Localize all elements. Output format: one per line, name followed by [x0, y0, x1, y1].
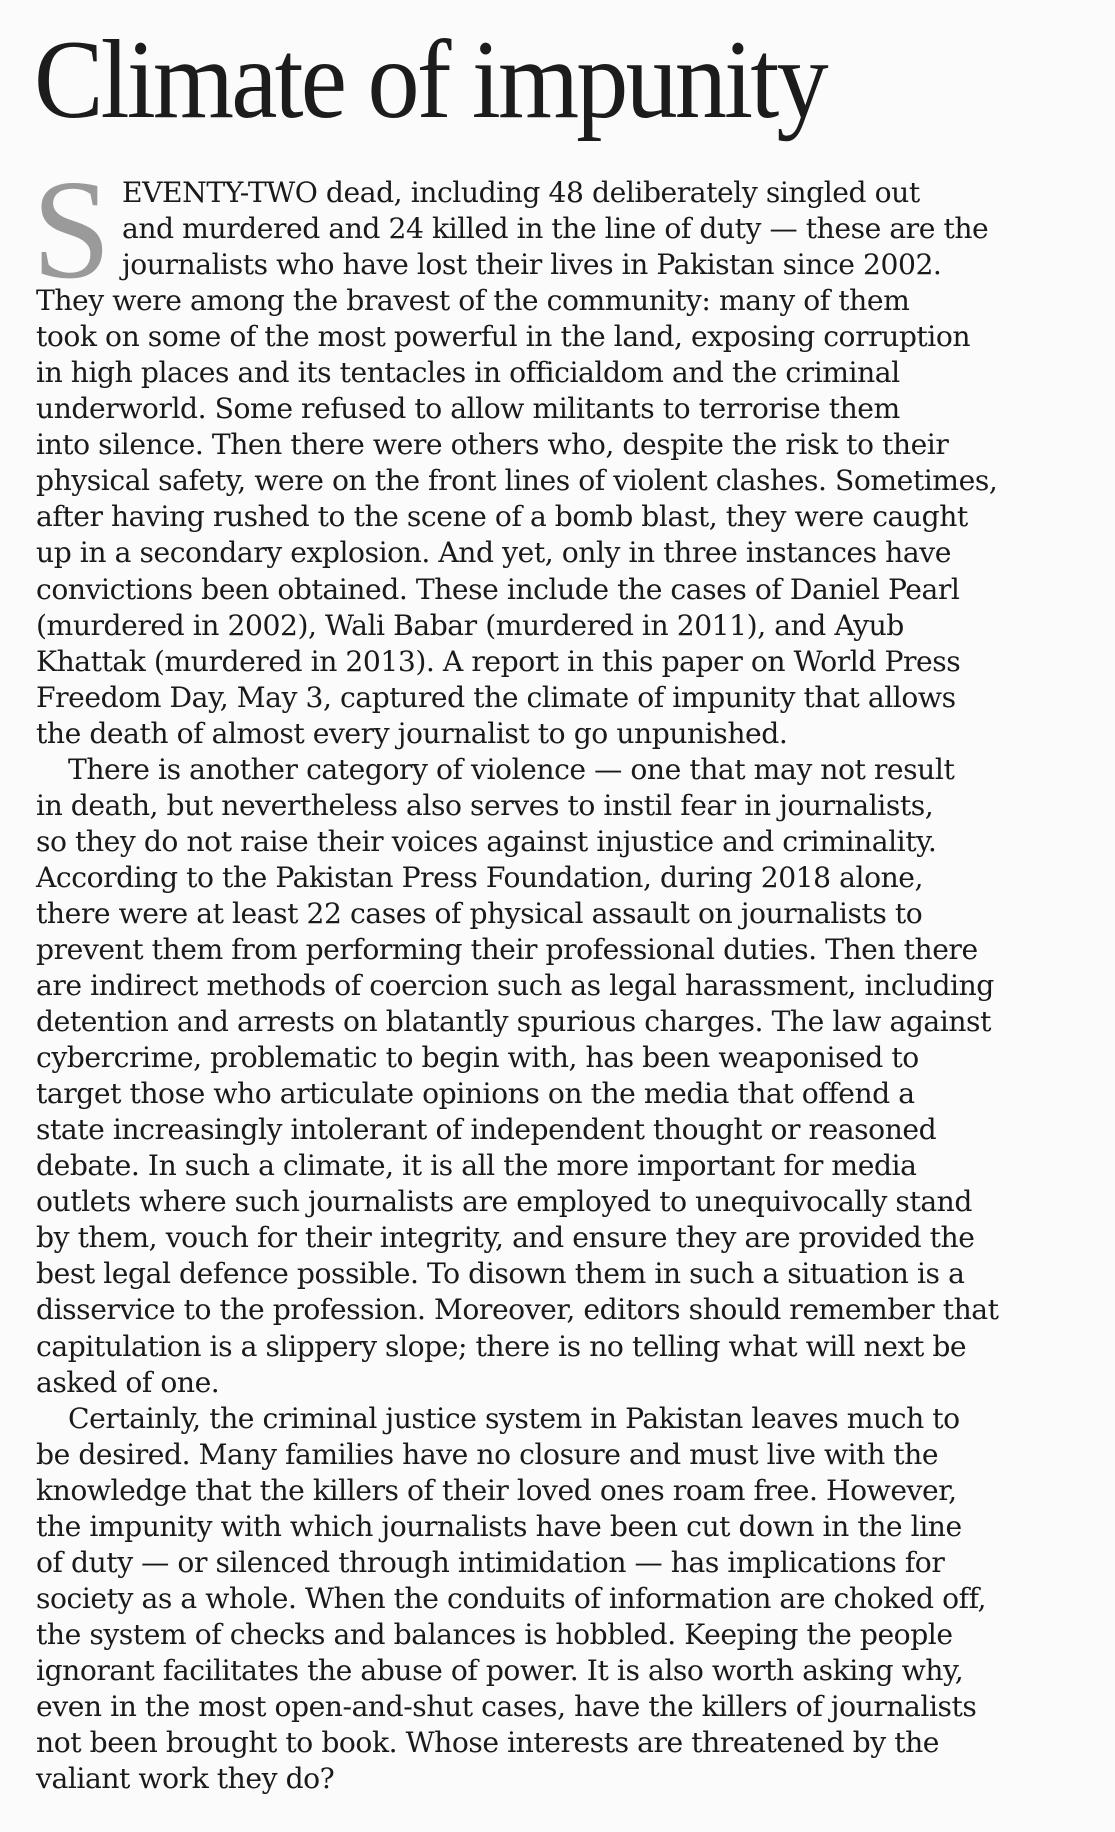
text-line: of duty — or silenced through intimidation — has implications for — [36, 1545, 945, 1579]
text-line: outlets where such journalists are employed to unequivocally stand — [36, 1185, 972, 1219]
text-line: detention and arrests on blatantly spurious charges. The law against — [36, 1005, 991, 1039]
text-line: in death, but nevertheless also serves to instil fear in journalists, — [36, 788, 934, 822]
paragraph-3 — [36, 1401, 1076, 1798]
paragraph-2 — [36, 752, 1076, 1401]
text-line: debate. In such a climate, it is all the more important for media — [36, 1149, 917, 1183]
text-line: capitulation is a slippery slope; there is no telling what will next be — [36, 1329, 967, 1363]
text-line: cybercrime, problematic to begin with, has been weaponised to — [36, 1041, 919, 1075]
text-line: disservice to the profession. Moreover, editors should remember that — [36, 1293, 999, 1327]
paragraph-1 — [36, 175, 1076, 752]
text-line: best legal defence possible. To disown them in such a situation is a — [36, 1257, 965, 1291]
text-line: state increasingly intolerant of independent thought or reasoned — [36, 1113, 937, 1147]
text-line: and murdered and 24 killed in the line of duty — these are the — [122, 212, 989, 246]
text-line: (murdered in 2002), Wali Babar (murdered in 2011), and Ayub — [36, 608, 904, 642]
text-line: asked of one. — [36, 1365, 220, 1399]
text-line: up in a secondary explosion. And yet, only in three instances have — [36, 536, 951, 570]
text-line: are indirect methods of coercion such as legal harassment, including — [36, 969, 994, 1003]
text-line: took on some of the most powerful in the land, exposing corruption — [36, 320, 971, 354]
text-line: by them, vouch for their integrity, and ensure they are provided the — [36, 1221, 975, 1255]
text-line: Freedom Day, May 3, captured the climate of impunity that allows — [36, 680, 956, 714]
text-line: society as a whole. When the conduits of information are choked off, — [36, 1581, 987, 1615]
text-line: journalists who have lost their lives in Pakistan since 2002. — [122, 248, 942, 282]
text-line: after having rushed to the scene of a bomb blast, they were caught — [36, 500, 968, 534]
text-line: ignorant facilitates the abuse of power. It is also worth asking why, — [36, 1653, 964, 1687]
text-line: Khattak (murdered in 2013). A report in this paper on World Press — [36, 644, 961, 678]
text-line: be desired. Many families have no closure and must live with the — [36, 1437, 939, 1471]
text-line: the death of almost every journalist to go unpunished. — [36, 716, 788, 750]
text-line: knowledge that the killers of their loved ones roam free. However, — [36, 1473, 957, 1507]
text-line: into silence. Then there were others who, despite the risk to their — [36, 428, 949, 462]
text-line: not been brought to book. Whose interests are threatened by the — [36, 1726, 940, 1760]
text-line: there were at least 22 cases of physical assault on journalists to — [36, 896, 923, 930]
text-line: valiant work they do? — [36, 1762, 335, 1796]
drop-cap: S — [32, 150, 111, 308]
text-line: the system of checks and balances is hobbled. Keeping the people — [36, 1617, 953, 1651]
article-body — [32, 150, 1076, 1797]
text-line: Certainly, the criminal justice system in Pakistan leaves much to — [68, 1401, 960, 1435]
text-line: prevent them from performing their professional duties. Then there — [36, 932, 978, 966]
headline: Climate of impunity — [34, 18, 826, 142]
text-line: underworld. Some refused to allow militants to terrorise them — [36, 392, 900, 426]
text-line: convictions been obtained. These include the cases of Daniel Pearl — [36, 572, 960, 606]
text-line: They were among the bravest of the community: many of them — [36, 284, 910, 318]
text-line: so they do not raise their voices against injustice and criminality. — [36, 824, 937, 858]
text-line: physical safety, were on the front lines of violent clashes. Sometimes, — [36, 464, 998, 498]
text-line: even in the most open-and-shut cases, have the killers of journalists — [36, 1689, 977, 1723]
text-line: There is another category of violence — one that may not result — [68, 752, 955, 786]
text-line: target those who articulate opinions on the media that offend a — [36, 1077, 915, 1111]
text-line: EVENTY-TWO dead, including 48 deliberately singled out — [122, 176, 920, 209]
text-line: According to the Pakistan Press Foundation, during 2018 alone, — [36, 860, 924, 894]
text-line: in high places and its tentacles in officialdom and the criminal — [36, 356, 900, 390]
text-line: the impunity with which journalists have been cut down in the line — [36, 1509, 962, 1543]
